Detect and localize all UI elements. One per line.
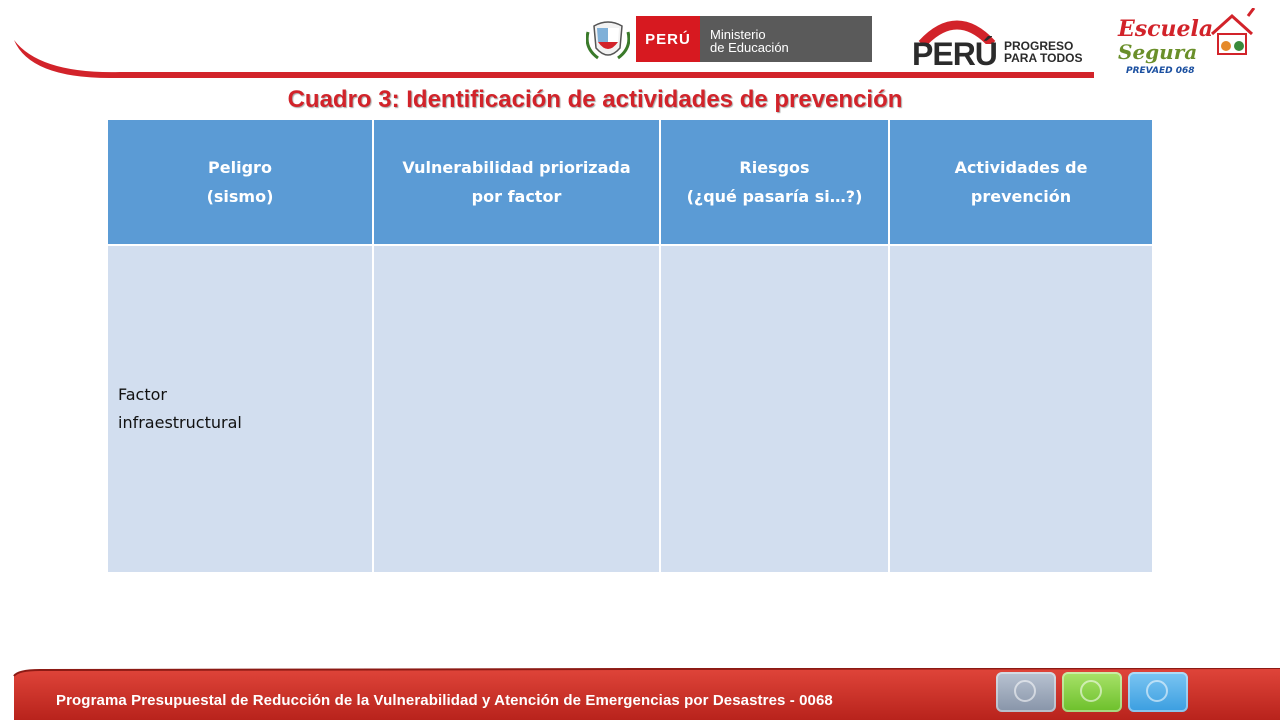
prevaed-code: PREVAED 068 (1126, 66, 1195, 76)
footer-program-text: Programa Presupuestal de Reducción de la Vulnerabilidad y Atención de Emergencias por Desastres - 0068 (56, 692, 833, 709)
table-header-row (107, 119, 1153, 245)
school-house-icon (1208, 8, 1258, 68)
peru-brand: PERÚ (912, 36, 997, 72)
cell-actividades (889, 245, 1153, 573)
cell-vulnerabilidad (373, 245, 660, 573)
header-actividades: Actividades de prevención (889, 119, 1153, 245)
header-vulnerabilidad: Vulnerabilidad priorizada por factor (373, 119, 660, 245)
footer-grey-badge-icon (996, 672, 1056, 712)
page-title: Cuadro 3: Identificación de actividades de prevención (287, 86, 903, 113)
minedu-name: Ministerio de Educación (700, 16, 872, 62)
prevention-activities-table (106, 118, 1154, 574)
header-peligro: Peligro (sismo) (107, 119, 373, 245)
header-riesgos: Riesgos (¿qué pasaría si…?) (660, 119, 889, 245)
peru-tagline: PROGRESO PARA TODOS (1004, 39, 1083, 65)
minedu-country: PERÚ (636, 16, 700, 62)
footer-green-badge-icon (1062, 672, 1122, 712)
escuela-word: Escuela (1118, 16, 1214, 42)
peru-progreso-logo (912, 14, 1092, 70)
table-row (107, 245, 1153, 573)
escuela-segura-logo (1112, 8, 1262, 82)
ministerio-educacion-logo (636, 16, 872, 62)
cell-factor: Factor infraestructural (107, 245, 373, 573)
segura-word: Segura (1118, 40, 1198, 64)
coat-of-arms-icon (586, 18, 630, 64)
cell-riesgos (660, 245, 889, 573)
footer-blue-badge-icon (1128, 672, 1188, 712)
